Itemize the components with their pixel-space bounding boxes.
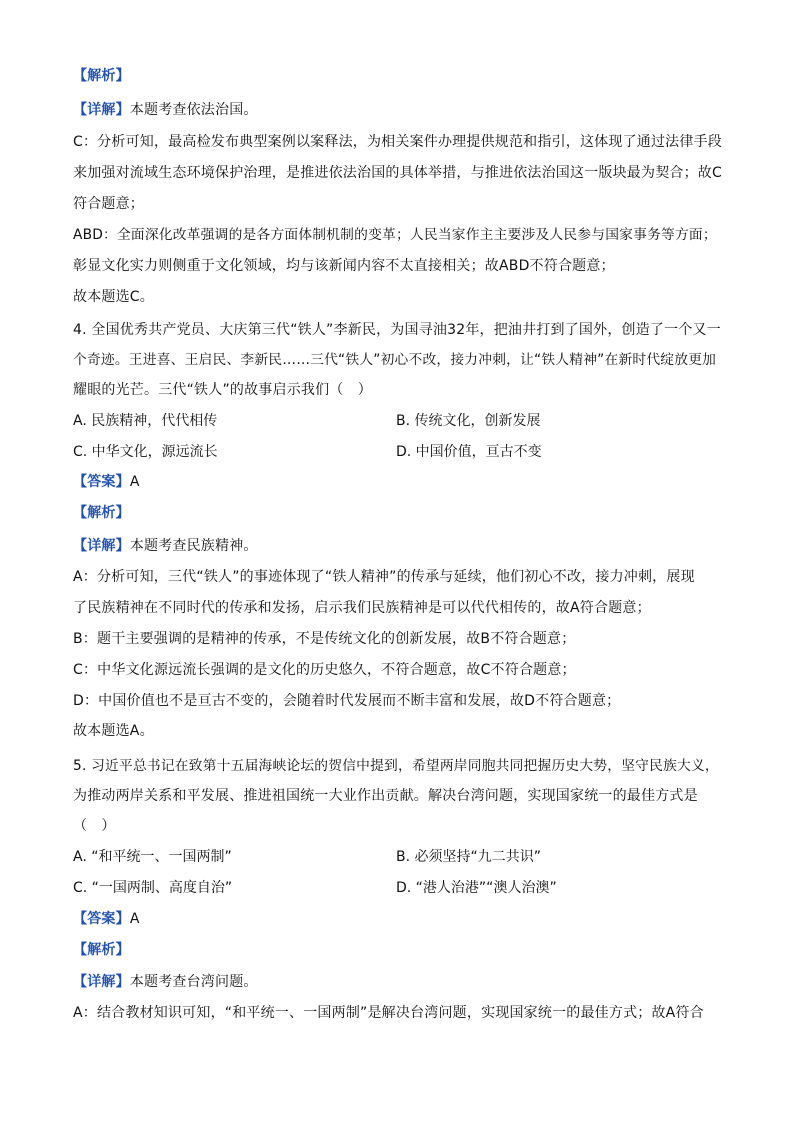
q3-explanation-line: 彰显文化实力则侧重于文化领域，均与该新闻内容不太直接相关；故ABD不符合题意； (73, 258, 615, 274)
q5-option-a: A. “和平统一、一国两制” (73, 849, 232, 865)
q5-answer-tag: 【答案】 (73, 911, 130, 927)
q3-explanation-line: 来加强对流域生态环境保护治理，是推进依法治国的具体举措，与推进依法治国这一版块最为契合；故C (73, 165, 722, 181)
q3-detail-heading (73, 100, 258, 120)
q5-answer-value: A (129, 911, 140, 927)
q4-stem-line: 4. 全国优秀共产党员、大庆第三代“铁人”李新民，为国寻油32年，把油井打到了国外，创造了一个又一 (73, 322, 721, 338)
q4-option-b: B. 传统文化，创新发展 (396, 413, 541, 429)
q3-explanation-line: 符合题意； (73, 196, 144, 212)
q4-option-c: C. 中华文化，源远流长 (73, 444, 218, 460)
q4-explanation-line: 了民族精神在不同时代的传承和发扬，启示我们民族精神是可以代代相传的，故A符合题意； (73, 600, 651, 616)
q4-detail-heading (73, 536, 258, 556)
q4-answer-tag: 【答案】 (73, 474, 130, 490)
q3-detail-text: 本题考查依法治国。 (129, 102, 258, 118)
q4-answer (73, 472, 140, 492)
q5-detail-heading (73, 972, 258, 992)
q4-explanation-line: D：中国价值也不是亘古不变的，会随着时代发展而不断丰富和发展，故D不符合题意； (73, 693, 621, 709)
q3-explanation-line: C：分析可知，最高检发布典型案例以案释法，为相关案件办理提供规范和指引，这体现了通过法律手段 (73, 134, 722, 150)
q4-option-a: A. 民族精神，代代相传 (73, 413, 218, 429)
q5-analysis-tag: 【解析】 (73, 942, 130, 958)
q5-stem-line: （ ） (73, 818, 116, 834)
q4-explanation-line: B：题干主要强调的是精神的传承，不是传统文化的创新发展，故B不符合题意； (73, 631, 576, 647)
q4-stem-line: 耀眼的光芒。三代“铁人”的故事启示我们（ ） (73, 382, 372, 398)
q5-option-c: C. “一国两制、高度自治” (73, 880, 233, 896)
q3-detail-tag: 【详解】 (73, 102, 130, 118)
q4-explanation-line: C：中华文化源远流长强调的是文化的历史悠久，不符合题意，故C不符合题意； (73, 662, 576, 678)
q5-detail-tag: 【详解】 (73, 974, 130, 990)
q5-explanation-line: A：结合教材知识可知，“和平统一、一国两制”是解决台湾问题，实现国家统一的最佳方式；故A符合 (73, 1005, 704, 1021)
q5-stem-line: 为推动两岸关系和平发展、推进祖国统一大业作出贡献。解决台湾问题，实现国家统一的最佳方式是 (73, 788, 698, 804)
q4-detail-text: 本题考查民族精神。 (129, 538, 258, 554)
q5-option-d: D. “港人治港”“澳人治澳” (396, 880, 557, 896)
q3-conclusion: 故本题选C。 (73, 289, 154, 305)
q4-explanation-line: A：分析可知，三代“铁人”的事迹体现了“铁人精神”的传承与延续，他们初心不改，接力冲刺，展现 (73, 569, 695, 585)
q5-detail-text: 本题考查台湾问题。 (129, 974, 258, 990)
q4-stem-line: 个奇迹。王进喜、王启民、李新民……三代“铁人”初心不改，接力冲刺，让“铁人精神”在新时代绽放更加 (73, 352, 717, 368)
q4-analysis-tag: 【解析】 (73, 505, 130, 521)
q5-stem-line: 5. 习近平总书记在致第十五届海峡论坛的贺信中提到，希望两岸同胞共同把握历史大势，坚守民族大义， (73, 758, 719, 774)
q4-option-d: D. 中国价值，亘古不变 (396, 444, 542, 460)
q4-answer-value: A (129, 474, 140, 490)
q4-detail-tag: 【详解】 (73, 538, 130, 554)
q4-conclusion: 故本题选A。 (73, 723, 154, 739)
q3-analysis-tag: 【解析】 (73, 68, 130, 84)
q5-option-b: B. 必须坚持“九二共识” (396, 849, 542, 865)
q3-explanation-line: ABD：全面深化改革强调的是各方面体制机制的变革；人民当家作主主要涉及人民参与国家事务等方面； (73, 227, 717, 243)
q5-answer (73, 909, 140, 929)
